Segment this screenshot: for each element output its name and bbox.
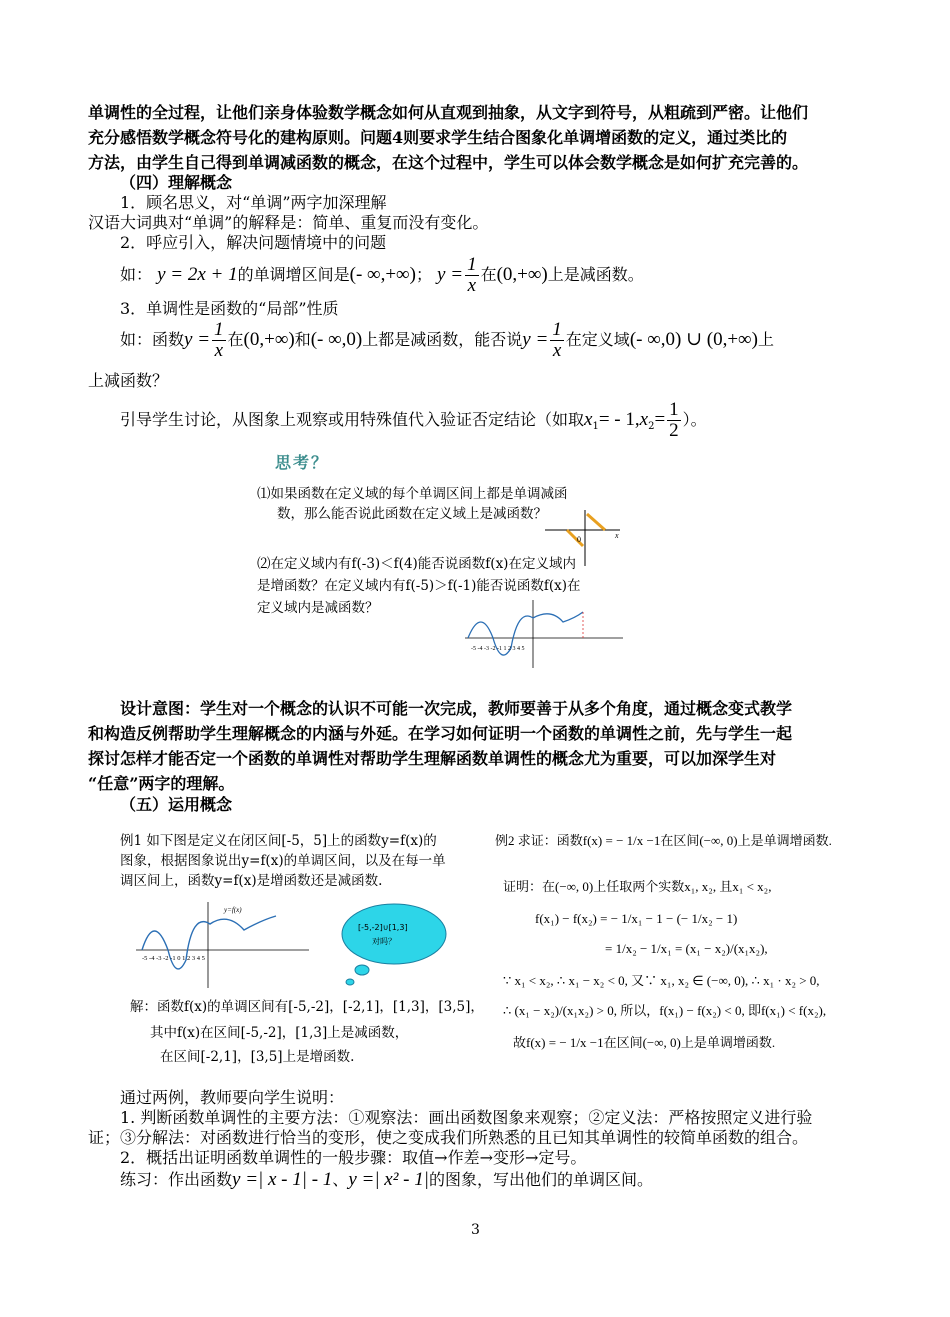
think-title: 思考？ <box>275 453 330 472</box>
design-line-3: 探讨怎样才能否定一个函数的单调性对帮助学生理解函数单调性的概念尤为重要，可以加深学生对 <box>88 749 777 768</box>
item2: 2．呼应引入，解决问题情境中的问题 <box>120 233 387 252</box>
page-number: 3 <box>471 1222 480 1238</box>
think-q1-line2: 数，那么能否说此函数在定义域上是减函数？ <box>277 506 547 522</box>
intro-line-2: 充分感悟数学概念符号化的建构原则。问题4则要求学生结合图象化单调增函数的定义，通过类比的 <box>88 128 788 147</box>
example-in: 在 <box>480 265 497 284</box>
guide-line: 引导学生讨论，从图象上观察或用特殊值代入验证否定结论（如取$x_1= - 1,x_2=$ $\frac{1}{2}$ ）。 <box>120 399 707 441</box>
think-q2-line1: ⑵在定义域内有f(-3)＜f(4)能否说函数f(x)在定义域内 <box>257 556 576 572</box>
speech-bubble <box>332 898 462 988</box>
intro-line-3: 方法，由学生自己得到单调减函数的概念，在这个过程中，学生可以体会数学概念是如何扩充完善的。 <box>88 153 809 172</box>
think-q2-line3: 定义域内是减函数？ <box>257 600 379 616</box>
svg-text:-5 -4 -3 -2 -1 0 1 2 3 4: -5 -4 -3 -2 -1 0 1 2 3 4 5 <box>142 955 205 962</box>
think-figure <box>257 450 630 685</box>
fraction-1-over-x: $\frac{1}{x}$ <box>467 254 477 296</box>
example-eq2-lhs: y = <box>437 264 464 285</box>
summary-line-4: 2．概括出证明函数单调性的一般步骤：取值→作差→变形→定号。 <box>120 1148 587 1167</box>
question-line-2: 上减函数？ <box>88 371 169 390</box>
svg-text:y=f(x): y=f(x) <box>224 906 242 914</box>
example-line <box>120 255 644 296</box>
intro-line-1: 单调性的全过程，让他们亲身体验数学概念如何从直观到抽象，从文字到符号，从粗疏到严密。让他们 <box>88 103 809 122</box>
ex1-line2: 图象，根据图象说出y=f(x)的单调区间，以及在每一单 <box>120 853 446 869</box>
svg-text:x: x <box>615 531 619 540</box>
ex2-line1: 例2 求证：函数f(x) = − 1/x −1在区间(−∞, 0)上是单调增函数. <box>495 833 832 848</box>
ex1-line1: 例1 如下图是定义在闭区间[-5，5]上的函数y=f(x)的 <box>120 833 437 849</box>
ex2-proof5: ∴ (x₁ − x₂)/(x₁x₂) > 0, 所以，f(x₁) − f(x₂) < 0, 即f(x₁) < f(x₂), <box>503 1003 827 1018</box>
svg-text:[-5,-2]∪[1,3]: [-5,-2]∪[1,3] <box>358 923 408 932</box>
example-sep: ； <box>415 265 432 284</box>
design-line-2: 和构造反例帮助学生理解概念的内涵与外延。在学习如何证明一个函数的单调性之前，先与学生一起 <box>88 724 793 743</box>
svg-text:对吗？: 对吗？ <box>372 937 396 946</box>
example-eq1: y = 2x + 1 <box>157 264 238 285</box>
section4-heading: （四）理解概念 <box>120 173 233 192</box>
summary-line-1: 通过两例，教师要向学生说明： <box>120 1088 345 1107</box>
svg-text:-5 -4 -3 -2 -1 1 2 3 4 5: -5 -4 -3 -2 -1 1 2 3 4 5 <box>471 646 525 652</box>
section5-heading: （五）运用概念 <box>120 795 233 814</box>
item3: 3．单调性是函数的“局部”性质 <box>120 299 339 318</box>
fraction-1-over-x: $\frac{1}{x}$ <box>552 319 562 361</box>
ex2-proof1: 证明：在(−∞, 0)上任取两个实数x₁, x₂, 且x₁ < x₂, <box>503 879 772 894</box>
fraction-1-over-x: $\frac{1}{x}$ <box>214 319 224 361</box>
svg-text:0: 0 <box>577 535 581 544</box>
ex2-proof2: f(x₁) − f(x₂) = − 1/x₁ − 1 − (− 1/x₂ − 1) <box>535 911 738 926</box>
think-q2-line2: 是增函数？在定义域内有f(-5)＞f(-1)能否说函数f(x)在 <box>257 578 581 594</box>
example2-figure <box>495 830 865 1070</box>
ex2-proof6: 故f(x) = − 1/x −1在区间(−∞, 0)上是单调增函数. <box>513 1035 776 1050</box>
summary-line-2: 1. 判断函数单调性的主要方法：①观察法：画出函数图象来观察；②定义法：严格按照定义进行验 <box>120 1108 813 1127</box>
function-curve-graph <box>463 598 628 670</box>
ex1-sol1: 解：函数f(x)的单调区间有[-5,-2]，[-2,1]，[1,3]，[3,5]， <box>130 999 484 1015</box>
ex2-proof3: = 1/x₂ − 1/x₁ = (x₁ − x₂)/(x₁x₂), <box>605 941 768 956</box>
item1: 1．顾名思义，对“单调”两字加深理解 <box>120 193 387 212</box>
summary-line-3: 证；③分解法：对函数进行恰当的变形，使之变成我们所熟悉的且已知其单调性的较简单函数的组合。 <box>88 1128 809 1147</box>
example-int2: (0,+∞) <box>496 264 548 285</box>
think-q1-line1: ⑴如果函数在定义域的每个单调区间上都是单调减函 <box>257 486 568 502</box>
ex1-line3: 调区间上，函数y=f(x)是增函数还是减函数. <box>120 873 383 889</box>
example-prefix: 如： <box>120 265 153 284</box>
item1-desc: 汉语大词典对“单调”的解释是：简单、重复而没有变化。 <box>88 213 489 232</box>
ex1-function-graph <box>134 900 314 990</box>
example-int1: (- ∞,+∞) <box>349 264 416 285</box>
ex1-sol3: 在区间[-2,1]，[3,5]上是增函数. <box>160 1049 355 1065</box>
example1-figure <box>120 830 484 1070</box>
design-line-4: “任意”两字的理解。 <box>88 774 235 793</box>
practice-line: 练习：作出函数y =| x - 1| - 1、y =| x² - 1|的图象，写出他们的单调区间。 <box>120 1169 654 1190</box>
question-line: 如：函数y = $\frac{1}{x}$ 在(0,+∞)和(- ∞,0)上都是减函数，能否说y = $\frac{1}{x}$ 在定义域(- ∞,0) ∪ (0,+∞)上 <box>120 319 774 361</box>
example-mid: 的单调增区间是 <box>237 265 350 284</box>
example-end: 上是减函数。 <box>547 265 644 284</box>
fraction-one-half: $\frac{1}{2}$ <box>669 399 679 441</box>
design-line-1: 设计意图：学生对一个概念的认识不可能一次完成，教师要善于从多个角度，通过概念变式教学 <box>120 699 793 718</box>
ex2-proof4: ∵ x₁ < x₂, ∴ x₁ − x₂ < 0, 又∵ x₁, x₂ ∈ (−∞, 0), ∴ x₁ · x₂ > 0, <box>503 973 820 988</box>
ex1-sol2: 其中f(x)在区间[-5,-2]，[1,3]上是减函数， <box>150 1025 409 1041</box>
